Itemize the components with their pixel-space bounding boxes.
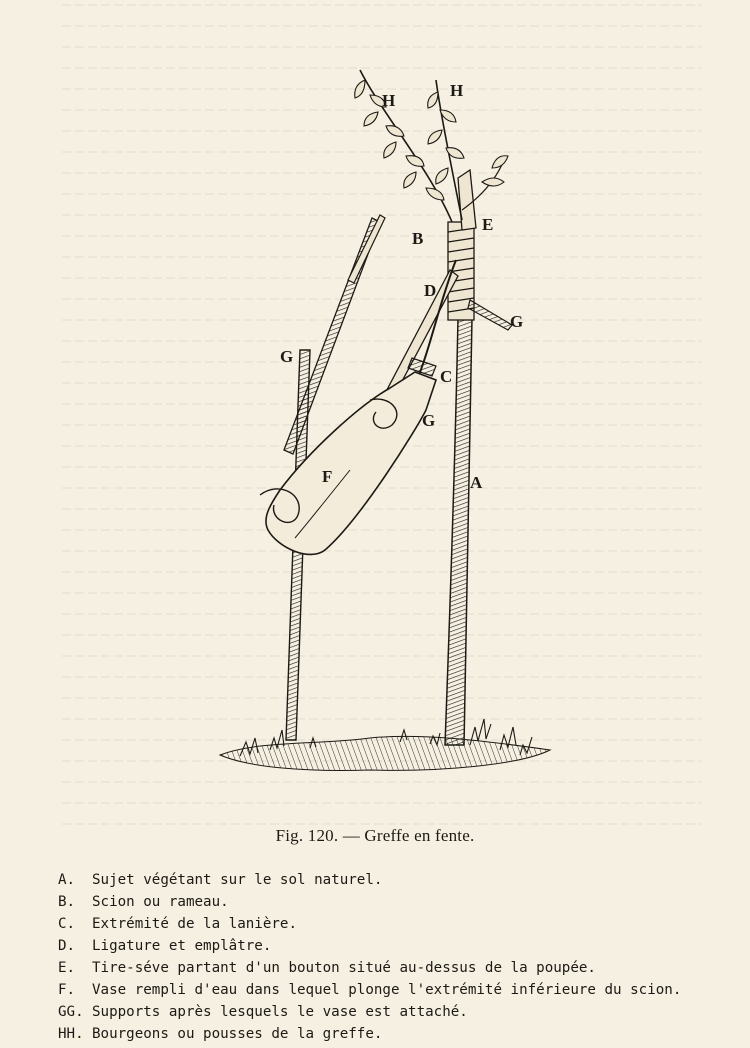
legend-key: D. <box>58 938 76 954</box>
engraving-greffe-en-fente <box>200 50 570 790</box>
show-through-line <box>62 46 702 48</box>
label-d: D <box>424 281 437 300</box>
label-e: E <box>482 215 494 234</box>
legend-row <box>58 894 748 916</box>
label-a: A <box>470 473 483 492</box>
legend-key: C. <box>58 916 76 932</box>
stock-trunk <box>445 170 512 745</box>
legend-row <box>58 1004 748 1026</box>
figure-caption: Fig. 120. — Greffe en fente. <box>275 826 475 845</box>
legend-row <box>58 1026 748 1048</box>
legend-key: A. <box>58 872 76 888</box>
legend-key: HH. <box>58 1026 84 1042</box>
legend-row <box>58 916 748 938</box>
legend-key: F. <box>58 982 76 998</box>
label-c: C <box>440 367 453 386</box>
label-g-left: G <box>280 347 294 366</box>
water-vase <box>260 358 436 554</box>
show-through-line <box>62 802 702 804</box>
show-through-line <box>62 25 702 27</box>
legend-text: Extrémité de la lanière. <box>92 916 297 932</box>
legend-text: Tire-séve partant d'un bouton situé au-dessus de la poupée. <box>92 960 596 976</box>
legend-row <box>58 982 748 1004</box>
label-h-right: H <box>450 81 464 100</box>
show-through-line <box>62 4 702 6</box>
legend-text: Sujet végétant sur le sol naturel. <box>92 872 383 888</box>
shoots <box>355 70 508 222</box>
figure-legend <box>58 872 748 1048</box>
legend-row <box>58 938 748 960</box>
label-h-left: H <box>382 91 396 110</box>
legend-text: Supports après lesquels le vase est attaché. <box>92 1004 468 1020</box>
label-g-right: G <box>510 312 524 331</box>
show-through-line <box>62 823 702 825</box>
legend-text: Vase rempli d'eau dans lequel plonge l'extrémité inférieure du scion. <box>92 982 682 998</box>
legend-text: Bourgeons ou pousses de la greffe. <box>92 1026 383 1042</box>
legend-row <box>58 872 748 894</box>
label-f: F <box>322 467 333 486</box>
legend-row <box>58 960 748 982</box>
legend-text: Scion ou rameau. <box>92 894 229 910</box>
legend-key: GG. <box>58 1004 84 1020</box>
legend-text: Ligature et emplâtre. <box>92 938 272 954</box>
legend-key: E. <box>58 960 76 976</box>
ground <box>220 719 550 770</box>
label-g-middle: G <box>422 411 436 430</box>
legend-key: B. <box>58 894 76 910</box>
label-b: B <box>412 229 424 248</box>
